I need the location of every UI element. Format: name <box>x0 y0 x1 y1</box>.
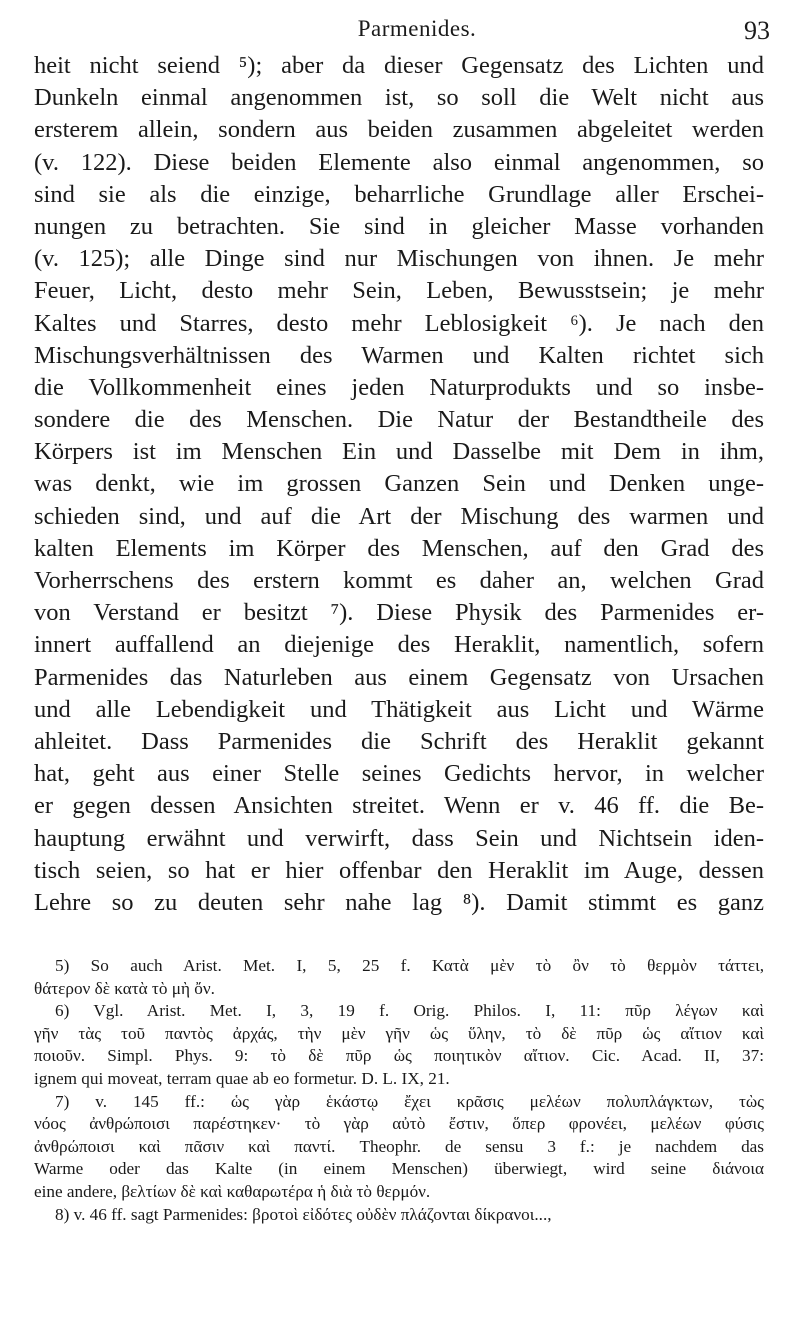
footnote-line: ignem qui moveat, terram quae ab eo formetur. D. L. IX, 21. <box>34 1068 450 1088</box>
body-line: tisch seien, so hat er hier offenbar den Heraklit im Auge, dessen <box>34 856 764 884</box>
footnote-line: 6) Vgl. Arist. Met. I, 3, 19 f. Orig. Philos. I, 11: πῦρ λέγων καὶ <box>55 1001 764 1021</box>
body-line: (v. 122). Diese beiden Elemente also einmal angenommen, so <box>34 148 764 176</box>
body-line: und alle Lebendigkeit und Thätigkeit aus Licht und Wärme <box>34 695 764 723</box>
body-line: ersterem allein, sondern aus beiden zusammen abgeleitet werden <box>34 116 764 144</box>
body-line: hat, geht aus einer Stelle seines Gedichts hervor, in welcher <box>34 760 764 788</box>
footnote-line: eine andere, βελτίων δὲ καὶ καθαρωτέρα ἡ διὰ τὸ θερμόν. <box>34 1181 431 1201</box>
body-line: die Vollkommenheit eines jeden Naturprodukts und so insbe- <box>34 373 764 401</box>
body-line: Lehre so zu deuten sehr nahe lag ⁸). Damit stimmt es ganz <box>34 888 764 916</box>
body-line: nungen zu betrachten. Sie sind in gleicher Masse vorhanden <box>34 212 764 240</box>
body-line: schieden sind, und auf die Art der Mischung des warmen und <box>34 502 764 530</box>
footnote-line: νόος ἀνθρώποισι παρέστηκεν· τὸ γὰρ αὐτὸ ἔστιν, ὅπερ φρονέει, μελέων φύσις <box>34 1114 764 1134</box>
body-line: Parmenides das Naturleben aus einem Gegensatz von Ursachen <box>34 663 764 691</box>
footnote-line: Warme oder das Kalte (in einem Menschen) überwiegt, wird seine διάνοια <box>34 1159 764 1179</box>
body-line: kalten Elements im Körper des Menschen, auf den Grad des <box>34 534 764 562</box>
footnote-line: 8) v. 46 ff. sagt Parmenides: βροτοὶ εἰδότες οὐδὲν πλάζονται δίκρανοι..., <box>55 1204 552 1224</box>
main-text <box>34 50 764 919</box>
body-line: Dunkeln einmal angenommen ist, so soll die Welt nicht aus <box>34 84 764 112</box>
body-line: Kaltes und Starres, desto mehr Leblosigkeit ⁶). Je nach den <box>34 309 764 337</box>
footnote-line: 7) v. 145 ff.: ὡς γὰρ ἑκάστῳ ἔχει κρᾶσις μελέων πολυπλάγκτων, τὼς <box>55 1091 764 1111</box>
body-line: Feuer, Licht, desto mehr Sein, Leben, Bewusstsein; je mehr <box>34 277 764 305</box>
footnotes <box>34 955 764 1226</box>
body-line: was denkt, wie im grossen Ganzen Sein und Denken unge- <box>34 470 764 498</box>
body-line: hauptung erwähnt und verwirft, dass Sein und Nichtsein iden- <box>34 824 764 852</box>
body-line: sondere die des Menschen. Die Natur der Bestandtheile des <box>34 406 764 434</box>
body-line: von Verstand er besitzt ⁷). Diese Physik des Parmenides er- <box>34 599 764 627</box>
body-line: Vorherrschens des erstern kommt es daher an, welchen Grad <box>34 567 764 594</box>
body-line: ahleitet. Dass Parmenides die Schrift des Heraklit gekannt <box>34 727 764 755</box>
body-line: sind sie als die einzige, beharrliche Grundlage aller Erschei- <box>34 180 764 208</box>
running-title: Parmenides. <box>357 16 477 41</box>
body-line: Körpers ist im Menschen Ein und Dasselbe mit Dem in ihm, <box>34 438 764 466</box>
body-line: heit nicht seiend ⁵); aber da dieser Gegensatz des Lichten und <box>34 52 764 79</box>
body-line: (v. 125); alle Dinge sind nur Mischungen von ihnen. Je mehr <box>34 245 764 273</box>
page-number: 93 <box>744 16 770 45</box>
footnote-line: ἀνθρώποισι καὶ πᾶσιν καὶ παντί. Theophr. de sensu 3 f.: je nachdem das <box>34 1136 764 1156</box>
footnote-line: θάτερον δὲ κατὰ τὸ μὴ ὄν. <box>34 978 215 998</box>
body-line: Mischungsverhältnissen des Warmen und Kalten richtet sich <box>34 341 764 369</box>
page-header <box>64 16 770 44</box>
footnote-line: ποιοῦν. Simpl. Phys. 9: τὸ δὲ πῦρ ὡς ποιητικὸν αἴτιον. Cic. Acad. II, 37: <box>34 1046 764 1066</box>
body-line: er gegen dessen Ansichten streitet. Wenn er v. 46 ff. die Be- <box>34 792 764 820</box>
body-line: innert auffallend an diejenige des Heraklit, namentlich, sofern <box>34 631 764 659</box>
footnote-line: 5) So auch Arist. Met. I, 5, 25 f. Κατὰ μὲν τὸ ὂν τὸ θερμὸν τάττει, <box>55 956 764 975</box>
footnote-line: γῆν τὰς τοῦ παντὸς ἀρχάς, τὴν μὲν γῆν ὡς ὕλην, τὸ δὲ πῦρ ὡς αἴτιον καὶ <box>34 1023 764 1043</box>
